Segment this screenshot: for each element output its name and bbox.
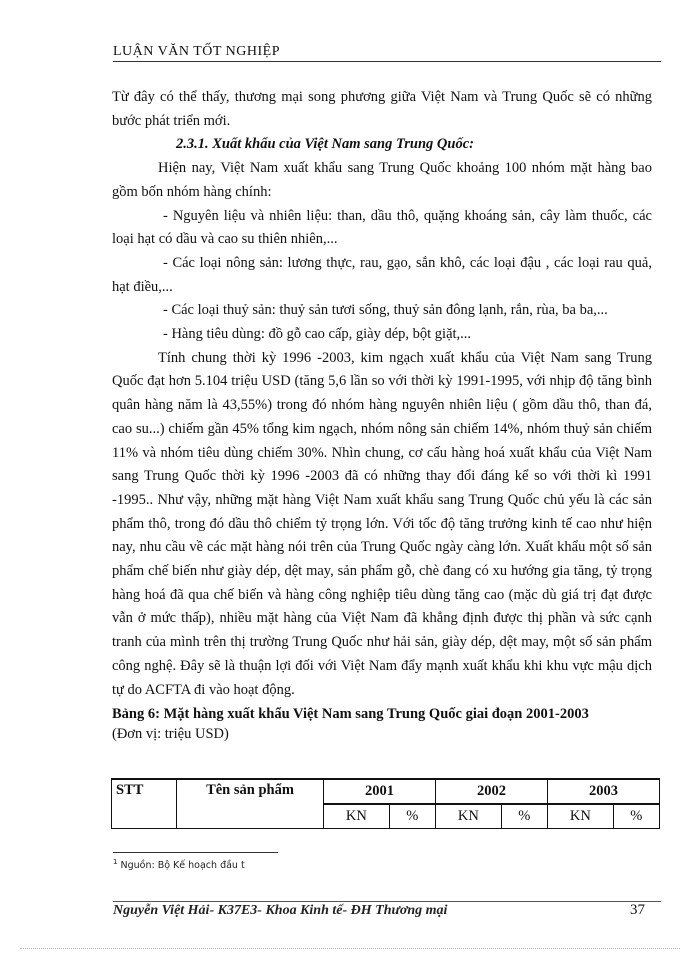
footnote: [113, 858, 245, 871]
footnote-divider: [113, 852, 278, 853]
subheader-kn: KN: [435, 804, 501, 829]
bullet-agriculture: - Các loại nông sản: lương thực, rau, gạo, sắn khô, các loại đậu , các loại rau quả, hạt điều,...: [112, 254, 652, 295]
page-edge-divider: [20, 948, 680, 949]
header-stt: STT: [112, 779, 177, 829]
bullet-consumer-goods: - Hàng tiêu dùng: đồ gỗ cao cấp, giày dép, bột giặt,...: [163, 326, 472, 343]
footer-author: Nguyễn Việt Hải- K37E3- Khoa Kinh tế- ĐH Thương mại: [113, 903, 448, 917]
page-number: 37: [630, 902, 645, 918]
footer-divider: [113, 901, 661, 902]
paragraph-export-analysis: Tính chung thời kỳ 1996 -2003, kim ngạch xuất khẩu của Việt Nam sang Trung Quốc đạt hơn 5.104 triệu USD (tăng 5,6 lần so với thời kỳ 1991-1995, với nhịp độ tăng bình quân hàng năm là 43,55%) trong đó nhóm hàng nguyên nhiên liệu ( gồm dầu thô, than đá, cao su...) chiếm gần 45% tổng kim ngạch, nhóm nông sản chiếm 14%, nhóm thuỷ sản chiếm 11% và nhóm tiêu dùng chiếm 30%. Nhìn chung, cơ cấu hàng hoá xuất khẩu của Việt Nam sang Trung Quốc thời kỳ 1996 -2003 đã có những thay đổi đáng kể so với thời kì 1991 -1995.. Như vậy, những mặt hàng Việt Nam xuất khẩu sang Trung Quốc chủ yếu là các sản phẩm thô, trong đó dầu thô chiếm tỷ trọng lớn. Với tốc độ tăng trưởng kinh tế cao như hiện nay, nhu cầu về các mặt hàng nói trên của Trung Quốc ngày càng lớn. Xuất khẩu một số sản phẩm chế biến như giày dép, dệt may, sản phẩm gỗ, chè đang có xu hướng gia tăng, tỷ trọng hàng hoá đã qua chế biến và hàng công nghiệp tiêu dùng tăng cao (mặc dù giá trị đạt được vẫn ở mức thấp), nhiều mặt hàng của Việt Nam đã khẳng định được thị phần và sức cạnh tranh của mình trên thị trường Trung Quốc như hải sản, giày dép, dệt may, một số sản phẩm công nghệ. Đây sẽ là thuận lợi đối với Việt Nam đẩy mạnh xuất khẩu khi khu vực mậu dịch tự do ACFTA đi vào hoạt động.: [112, 349, 652, 698]
header-year-2002: 2002: [435, 779, 547, 804]
subheader-percent: %: [389, 804, 435, 829]
subheader-percent: %: [501, 804, 547, 829]
footnote-mark: 1: [113, 858, 118, 866]
subheader-kn: KN: [547, 804, 613, 829]
footnote-text: Nguồn: Bộ Kế hoạch đầu t: [120, 860, 245, 872]
page-body: [112, 86, 652, 744]
header-year-2001: 2001: [324, 779, 436, 804]
running-header: LUẬN VĂN TỐT NGHIỆP: [113, 44, 661, 62]
intro-paragraph: Từ đây có thể thấy, thương mại song phương giữa Việt Nam và Trung Quốc sẽ có những bước phát triển mới.: [112, 89, 652, 129]
section-heading: 2.3.1. Xuất khẩu của Việt Nam sang Trung Quốc:: [176, 136, 474, 153]
bullet-seafood: - Các loại thuỷ sản: thuỷ sản tươi sống, thuỷ sản đông lạnh, rắn, rùa, ba ba,...: [163, 302, 608, 319]
table-caption: Bảng 6: Mặt hàng xuất khẩu Việt Nam sang Trung Quốc giai đoạn 2001-2003: [112, 706, 589, 723]
table-header-row: [112, 779, 660, 804]
paragraph-export-groups: Hiện nay, Việt Nam xuất khẩu sang Trung Quốc khoảng 100 nhóm mặt hàng bao gồm bốn nhóm hàng chính:: [112, 160, 652, 200]
subheader-percent: %: [613, 804, 659, 829]
export-table: [111, 778, 660, 829]
subheader-kn: KN: [324, 804, 390, 829]
header-product-name: Tên sản phẩm: [177, 779, 324, 829]
header-year-2003: 2003: [547, 779, 659, 804]
bullet-raw-materials: - Nguyên liệu và nhiên liệu: than, dầu thô, quặng khoáng sản, cây làm thuốc, các loại hạt có dầu và cao su thiên nhiên,...: [112, 207, 652, 248]
table-unit: (Đơn vị: triệu USD): [112, 726, 229, 743]
